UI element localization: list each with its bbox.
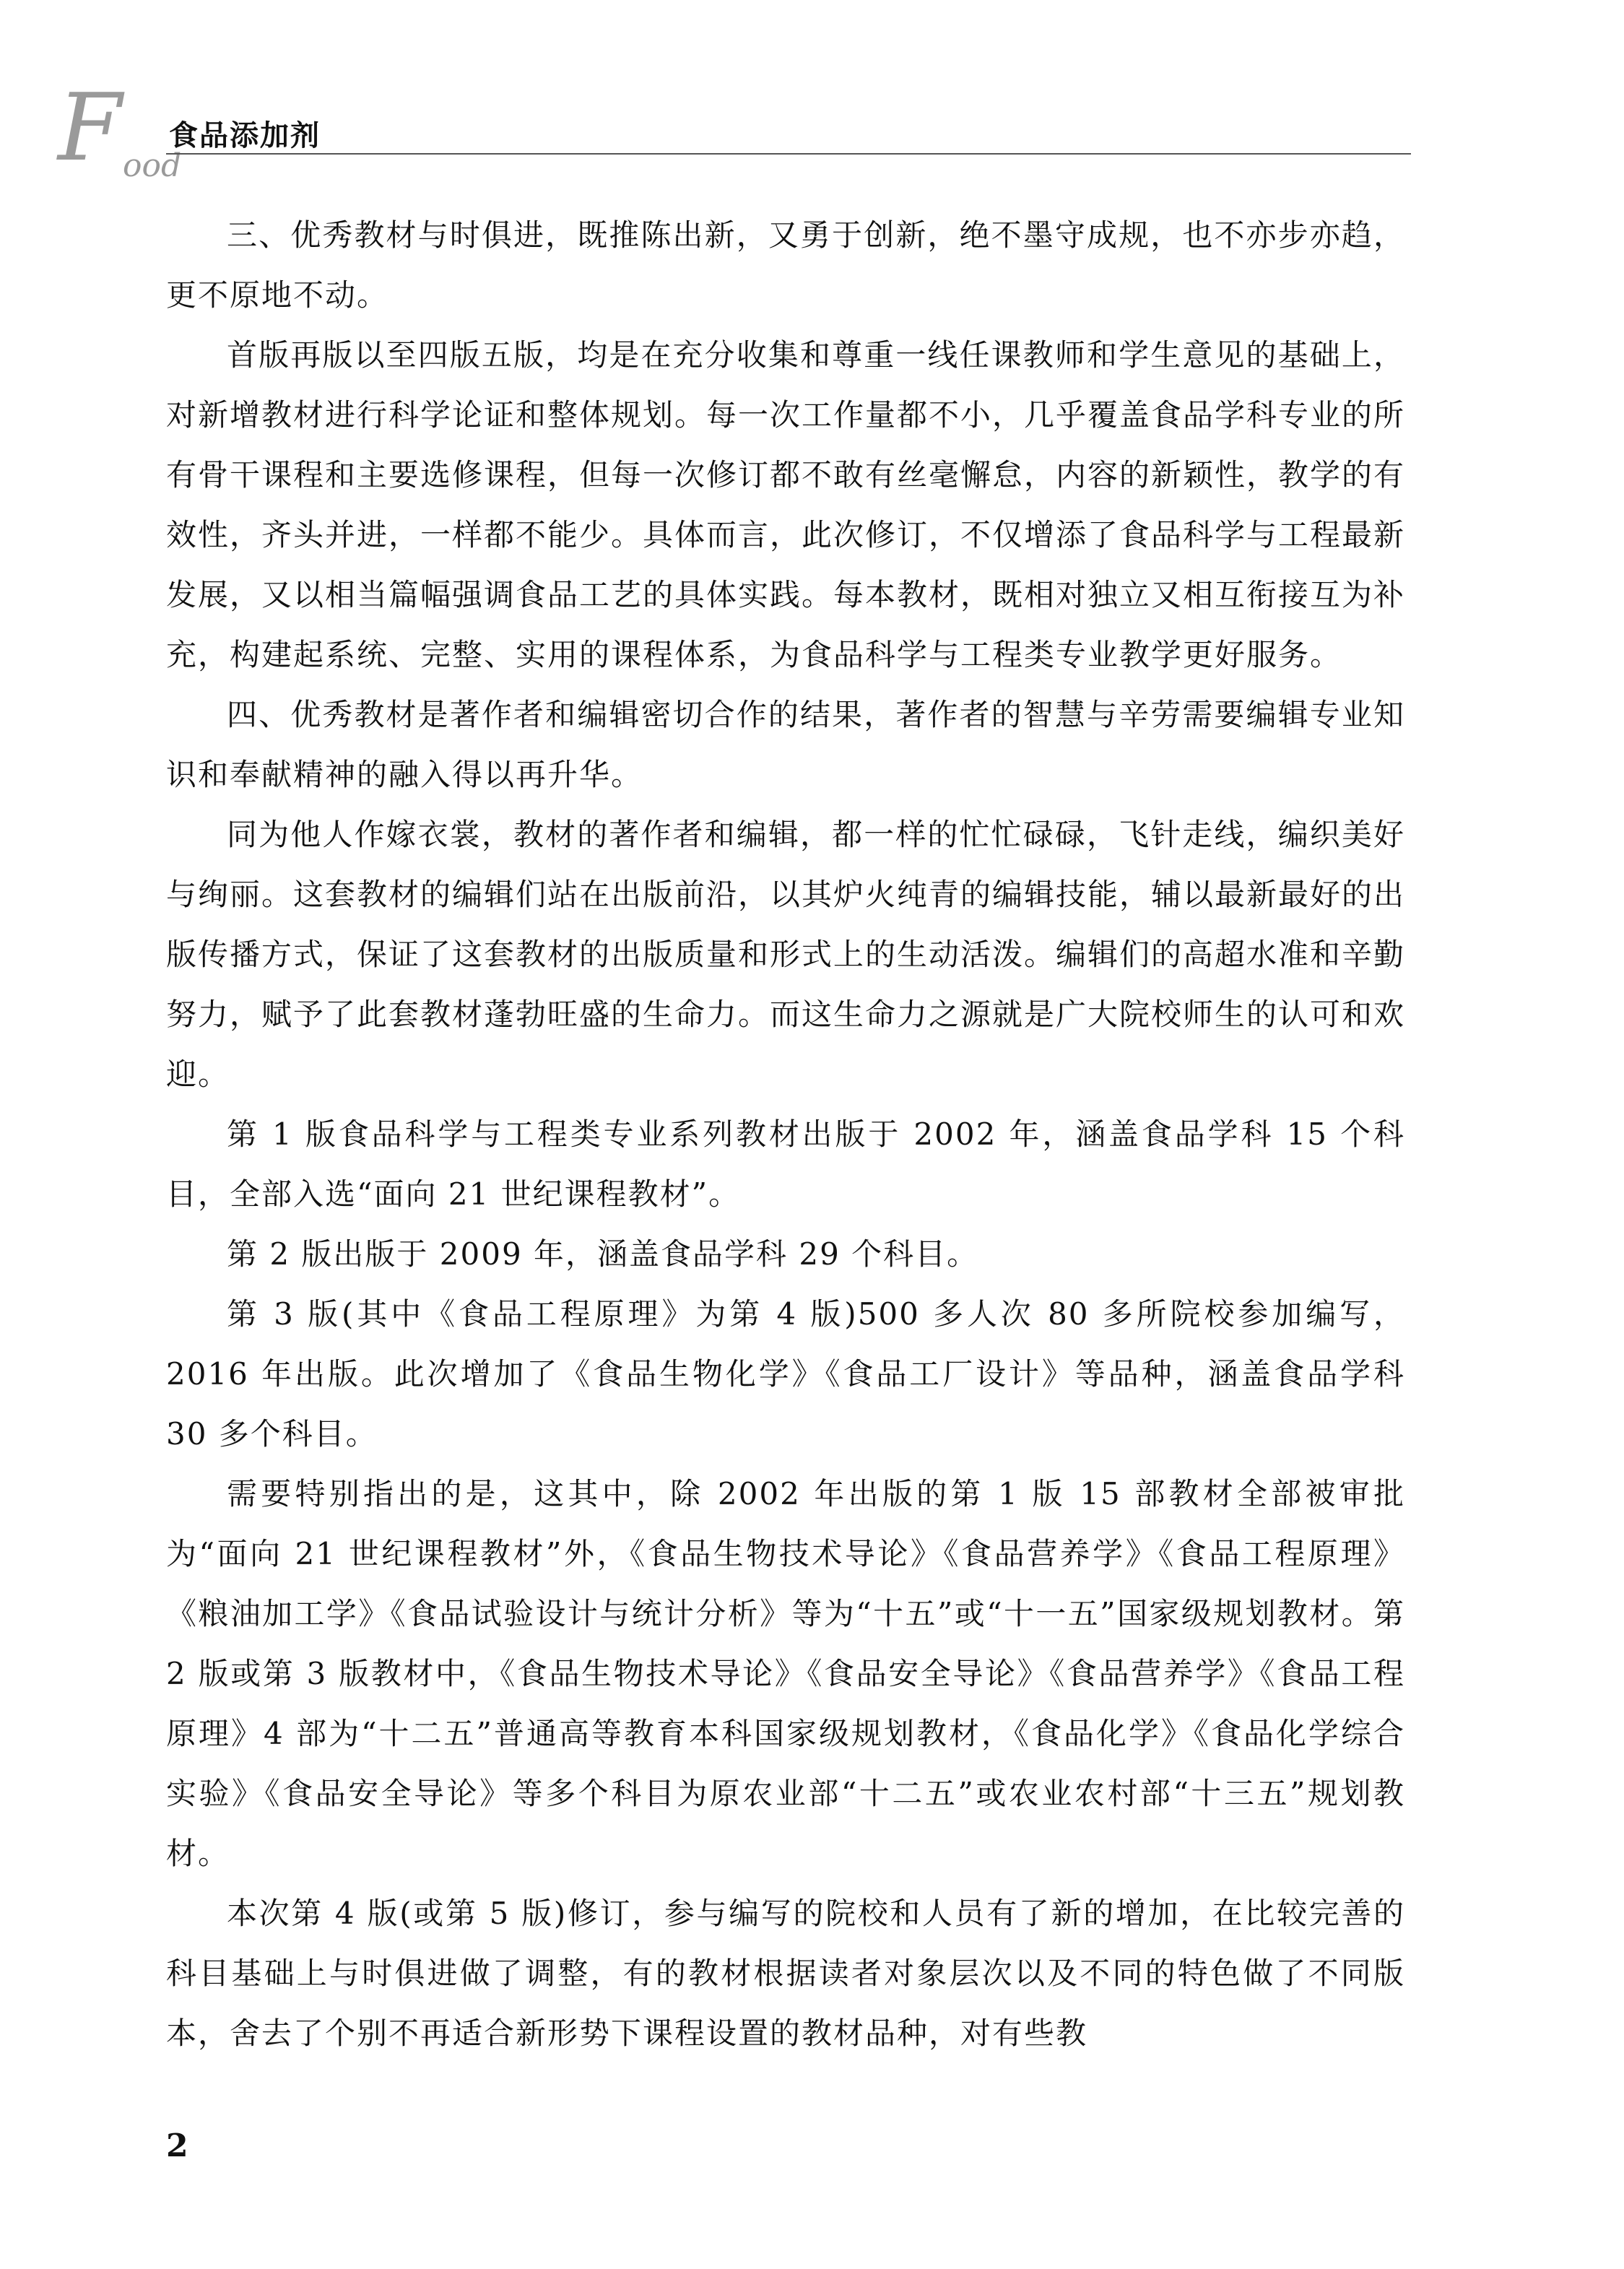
- paragraph: 第 3 版(其中《食品工程原理》为第 4 版)500 多人次 80 多所院校参加编写，2016 年出版。此次增加了《食品生物化学》《食品工厂设计》等品种，涵盖食品学科 30 多个科目。: [166, 1296, 1405, 1452]
- paragraph: 同为他人作嫁衣裳，教材的著作者和编辑，都一样的忙忙碌碌，飞针走线，编织美好与绚丽。这套教材的编辑们站在出版前沿，以其炉火纯青的编辑技能，辅以最新最好的出版传播方式，保证了这套教材的出版质量和形式上的生动活泼。编辑们的高超水准和辛勤努力，赋予了此套教材蓬勃旺盛的生命力。而这生命力之源就是广大院校师生的认可和欢迎。: [166, 817, 1406, 1092]
- running-header: [51, 74, 1415, 195]
- paragraph: 第 2 版出版于 2009 年，涵盖食品学科 29 个科目。: [227, 1236, 979, 1272]
- page-number: 2: [166, 2127, 188, 2164]
- paragraph: 本次第 4 版(或第 5 版)修订，参与编写的院校和人员有了新的增加，在比较完善的科目基础上与时俱进做了调整，有的教材根据读者对象层次以及不同的特色做了不同版本，舍去了个别不再适合新形势下课程设置的教材品种，对有些教: [166, 1896, 1405, 2051]
- paragraph: 第 1 版食品科学与工程类专业系列教材出版于 2002 年，涵盖食品学科 15 个科目，全部入选“面向 21 世纪课程教材”。: [166, 1116, 1405, 1212]
- paragraph: 三、优秀教材与时俱进，既推陈出新，又勇于创新，绝不墨守成规，也不亦步亦趋，更不原地不动。: [166, 217, 1405, 313]
- paragraph: 首版再版以至四版五版，均是在充分收集和尊重一线任课教师和学生意见的基础上，对新增教材进行科学论证和整体规划。每一次工作量都不小，几乎覆盖食品学科专业的所有骨干课程和主要选修课程，但每一次修订都不敢有丝毫懈怠，内容的新颖性，教学的有效性，齐头并进，一样都不能少。具体而言，此次修订，不仅增添了食品科学与工程最新发展，又以相当篇幅强调食品工艺的具体实践。每本教材，既相对独立又相互衔接互为补充，构建起系统、完整、实用的课程体系，为食品科学与工程类专业教学更好服务。: [166, 337, 1406, 672]
- paragraph: 需要特别指出的是，这其中，除 2002 年出版的第 1 版 15 部教材全部被审批为“面向 21 世纪课程教材”外，《食品生物技术导论》《食品营养学》《食品工程原理》《粮油加工学》《食品试验设计与统计分析》等为“十五”或“十一五”国家级规划教材。第 2 版或第 3 版教材中，《食品生物技术导论》《食品安全导论》《食品营养学》《食品工程原理》4 部为“十二五”普通高等教育本科国家级规划教材，《食品化学》《食品化学综合实验》《食品安全导论》等多个科目为原农业部“十二五”或农业农村部“十三五”规划教材。: [166, 1476, 1405, 1871]
- book-title: 食品添加剂: [169, 119, 321, 152]
- header-divider: [166, 153, 1411, 155]
- body-text: [166, 205, 1405, 2063]
- paragraph: 四、优秀教材是著作者和编辑密切合作的结果，著作者的智慧与辛劳需要编辑专业知识和奉献精神的融入得以再升华。: [166, 697, 1405, 792]
- logo-suffix: ood: [123, 147, 182, 184]
- logo-letter: F: [58, 74, 122, 182]
